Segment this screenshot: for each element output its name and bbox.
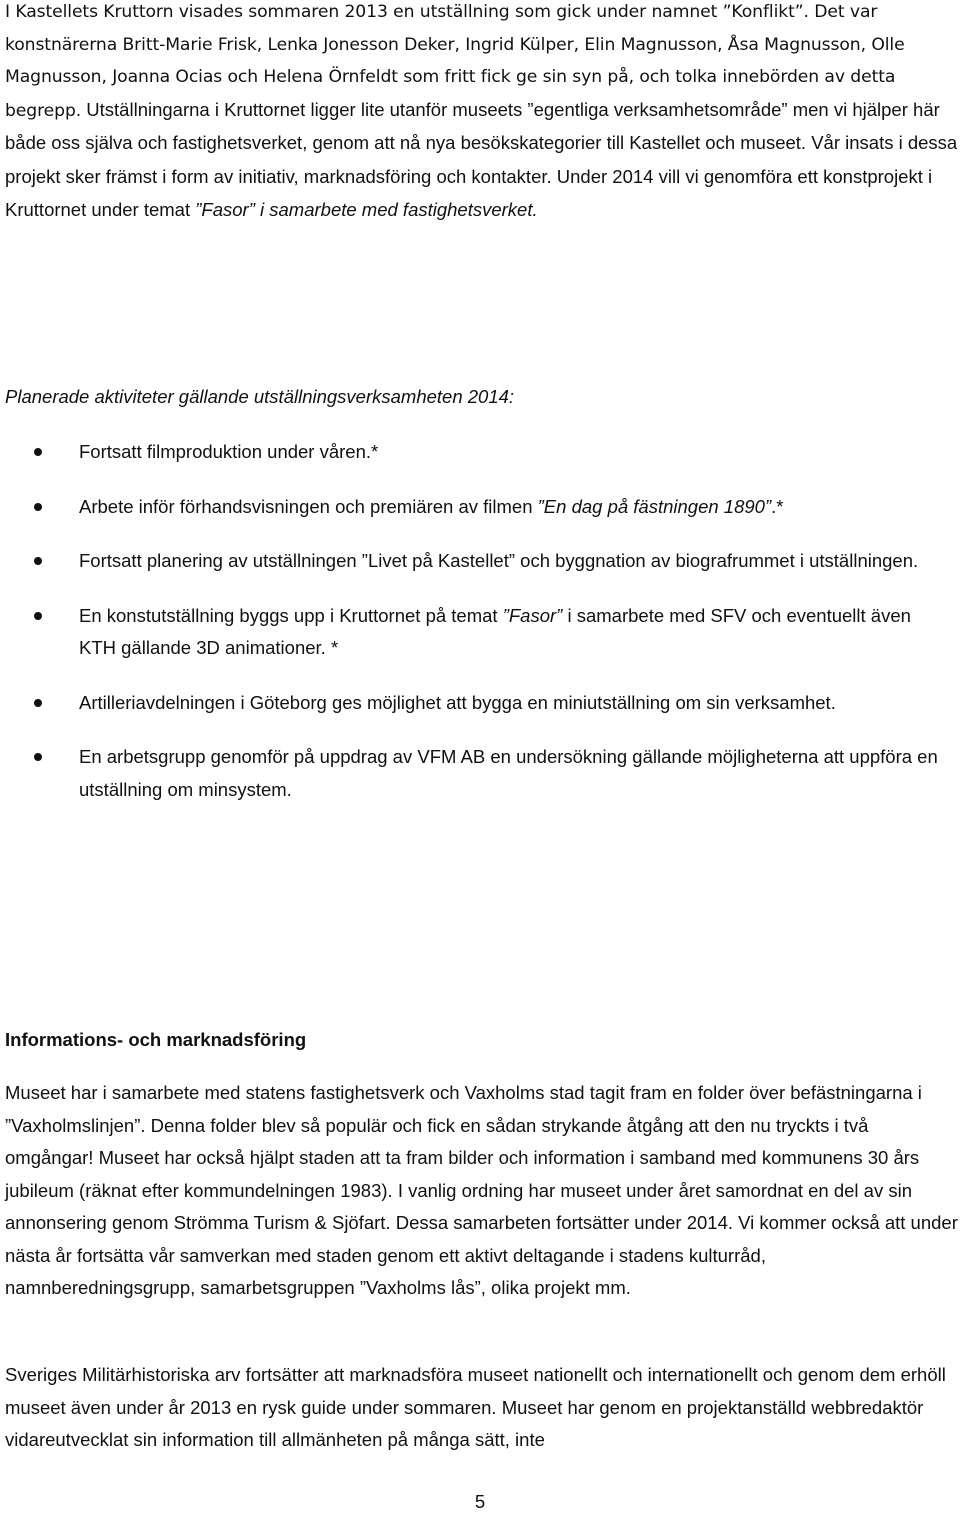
bullet-icon (34, 612, 42, 620)
list-item-text: Artilleriavdelningen i Göteborg ges möjlighet att bygga en miniutställning om sin verksamhet. (79, 691, 836, 713)
marketing-heading: Informations- och marknadsföring (5, 1029, 307, 1050)
list-item (0, 741, 960, 806)
bullet-icon (34, 503, 42, 511)
list-item (0, 545, 960, 578)
list-item-text: En konstutställning byggs upp i Kruttornet på temat (79, 604, 503, 626)
page-number: 5 (474, 1491, 486, 1512)
marketing-paragraph-1: Museet har i samarbete med statens fastighetsverk och Vaxholms stad tagit fram en folder över befästningarna i ”Vaxholmslinjen”. Denna folder blev så populär och fick en sådan strykande åtgång att den nu tryckts i två omgångar! Museet har också hjälpt staden att ta fram bilder och information i samband med kommunens 30 års jubileum (räknat efter kommundelningen 1983). I vanlig ordning har museet under året samordnat en del av sin annonsering genom Strömma Turism & Sjöfart. Dessa samarbeten fortsätter under 2014. Vi kommer också att under nästa år fortsätta vår samverkan med staden genom ett aktivt deltagande i stadens kulturråd, namnberedningsgrupp, samarbetsgruppen ”Vaxholms lås”, olika projekt mm. (5, 1082, 958, 1298)
list-item (0, 687, 960, 720)
bullet-icon (34, 448, 42, 456)
list-item (0, 436, 960, 469)
intro-text-fasor: ”Fasor” i samarbete med fastighetsverket. (195, 199, 538, 220)
bullet-icon (34, 753, 42, 761)
list-item-text: Arbete inför förhandsvisningen och premiären av filmen (79, 495, 538, 517)
planned-activities-list (0, 436, 960, 828)
intro-paragraph (5, 0, 958, 228)
intro-text-part1: I Kastellets Kruttorn visades sommaren 2013 en utställning som gick under namnet ”Konflikt”. Det var konstnärerna Britt-Marie Frisk, Lenka Jonesson Deker, Ingrid Külper, Elin Magnusson, Åsa Magnusson, Olle Magnusson, Joanna Ocias och Helena Örnfeldt som fritt fick ge sin syn på, och tolka innebörden av detta begrepp. (5, 2, 905, 121)
list-item-text: En arbetsgrupp genomför på uppdrag av VFM AB en undersökning gällande möjligheterna att uppföra en utställning om minsystem. (79, 746, 938, 800)
list-item-text-end: i samarbete med SFV och eventuellt även KTH gällande 3D animationer. * (79, 604, 911, 658)
bullet-icon (34, 557, 42, 565)
list-item-text: Fortsatt filmproduktion under våren.* (79, 441, 379, 462)
intro-text-part2: Utställningarna i Kruttornet ligger lite utanför museets ”egentliga verksamhetsområde” men vi hjälper här både oss själva och fastighetsverket, genom att nå nya besökskategorier till Kastellet och museet. Vår insats i dessa projekt sker främst i form av initiativ, marknadsföring och kontakter. Under 2014 vill vi genomföra ett konstprojekt i Kruttornet under temat (5, 98, 958, 220)
theme-title: ”Fasor” (502, 604, 563, 626)
film-title: ”En dag på fästningen 1890” (537, 495, 772, 517)
list-item (0, 491, 960, 524)
marketing-paragraph-2: Sveriges Militärhistoriska arv fortsätter att marknadsföra museet nationellt och internationellt och genom dem erhöll museet även under år 2013 en rysk guide under sommaren. Museet har genom en projektanställd webbredaktör vidareutvecklat sin information till allmänheten på många sätt, inte (5, 1364, 946, 1450)
planned-activities-heading: Planerade aktiviteter gällande utställningsverksamheten 2014: (5, 386, 515, 407)
bullet-icon (34, 699, 42, 707)
list-item (0, 600, 960, 665)
list-item-text-end: .* (771, 495, 784, 517)
list-item-text: Fortsatt planering av utställningen ”Livet på Kastellet” och byggnation av biografrummet i utställningen. (79, 550, 919, 571)
